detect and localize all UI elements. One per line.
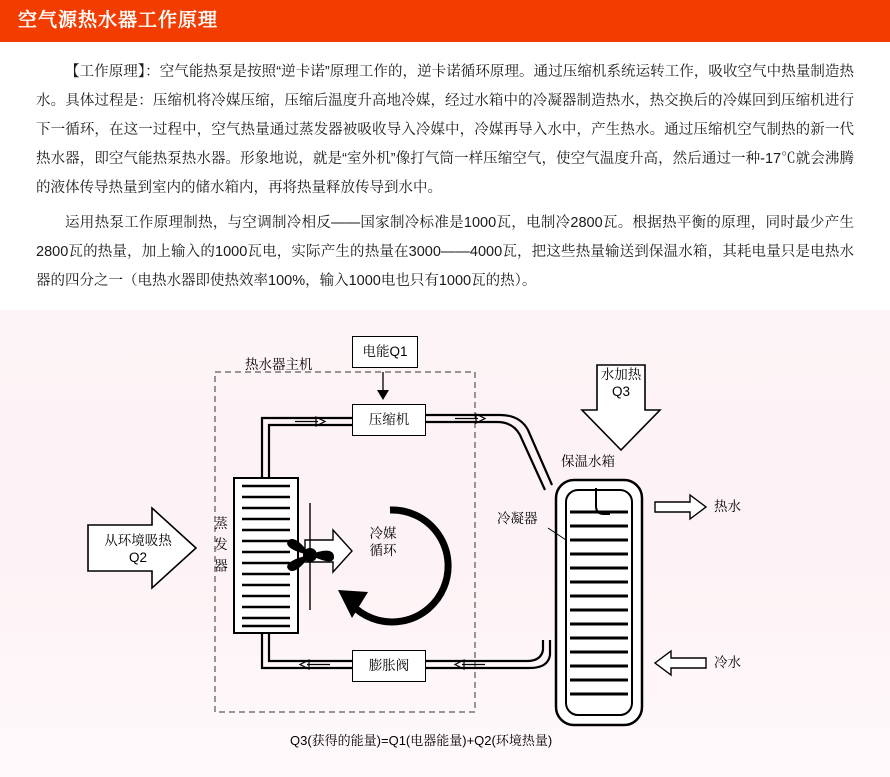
page-title: 空气源热水器工作原理 — [18, 10, 219, 31]
label-condenser: 冷凝器 — [497, 511, 538, 526]
pipe-compressor-to-condenser — [425, 415, 552, 485]
evaporator-body — [234, 478, 298, 633]
pipe-evaporator-to-valve-inner — [269, 632, 352, 661]
label-evaporator: 蒸 发 器 — [212, 516, 227, 575]
label-env-heat — [90, 532, 186, 566]
label-hot-water: 热水 — [714, 499, 741, 514]
header-bar — [0, 0, 890, 42]
paragraph-principle: 【工作原理】：空气能热泵是按照“逆卡诺”原理工作的，逆卡诺循环原理。通过压缩机系统运转工作，吸收空气中热量制造热水。具体过程是：压缩机将冷媒压缩，压缩后温度升高地冷媒，经过水箱中的冷凝器制造热水，热交换后的冷媒回到压缩机进行下一循环，在这一过程中，空气热量通过蒸发器被吸收导入冷媒中，冷媒再导入水中，产生热水。通过压缩机空气制热的新一代热水器，即空气能热泵热水器。形象地说，就是“室外机”像打气筒一样压缩空气，使空气温度升高，然后通过一种-17℃就会沸腾的液体传导热量到室内的储水箱内，再将热量释放传导到水中。 — [36, 64, 854, 196]
label-tank: 保温水箱 — [561, 454, 615, 469]
paragraph-efficiency: 运用热泵工作原理制热，与空调制冷相反——国家制冷标准是1000瓦，电制冷2800瓦。根据热平衡的原理，同时最少产生2800瓦的热量，加上输入的1000瓦电，实际产生的热量在3000——4000瓦，把这些热量输送到保温水箱，其耗电量只是电热水器的四分之一（电热水器即使热效率100%，输入1000电也只有1000瓦的热）。 — [36, 215, 854, 289]
electric-energy-arrow — [377, 372, 389, 400]
article-body — [36, 58, 854, 302]
box-electric-energy: 电能Q1 — [352, 336, 418, 368]
pipe-evaporator-to-compressor-inner — [269, 425, 352, 478]
diagram-panel — [0, 310, 890, 777]
pipe-valve-to-tank-inner — [425, 640, 543, 661]
pipe-valve-to-tank — [425, 640, 550, 668]
diagram-formula: Q3(获得的能量)=Q1(电器能量)+Q2(环境热量) — [290, 733, 553, 748]
pipe-evaporator-to-compressor — [262, 418, 352, 478]
label-main-unit: 热水器主机 — [245, 357, 313, 372]
box-compressor: 压缩机 — [352, 404, 426, 436]
box-expansion-valve: 膨胀阀 — [352, 650, 426, 682]
pipe-compressor-to-condenser-inner — [425, 422, 545, 490]
label-water-heating — [584, 366, 658, 400]
label-water-heating-q: Q3 — [611, 384, 630, 399]
label-cold-water: 冷水 — [714, 655, 741, 670]
cold-water-arrow — [655, 651, 706, 675]
label-env-heat-text: 从环境吸热 — [104, 533, 172, 548]
pipe-evaporator-to-valve — [262, 632, 352, 668]
label-refrigerant-cycle-line2: 循环 — [369, 543, 397, 558]
label-water-heating-text: 水加热 — [600, 367, 642, 382]
label-refrigerant-cycle-line1: 冷媒 — [369, 526, 397, 541]
label-refrigerant-cycle — [355, 525, 411, 559]
label-env-heat-q: Q2 — [128, 550, 147, 565]
hot-water-arrow — [655, 495, 706, 519]
